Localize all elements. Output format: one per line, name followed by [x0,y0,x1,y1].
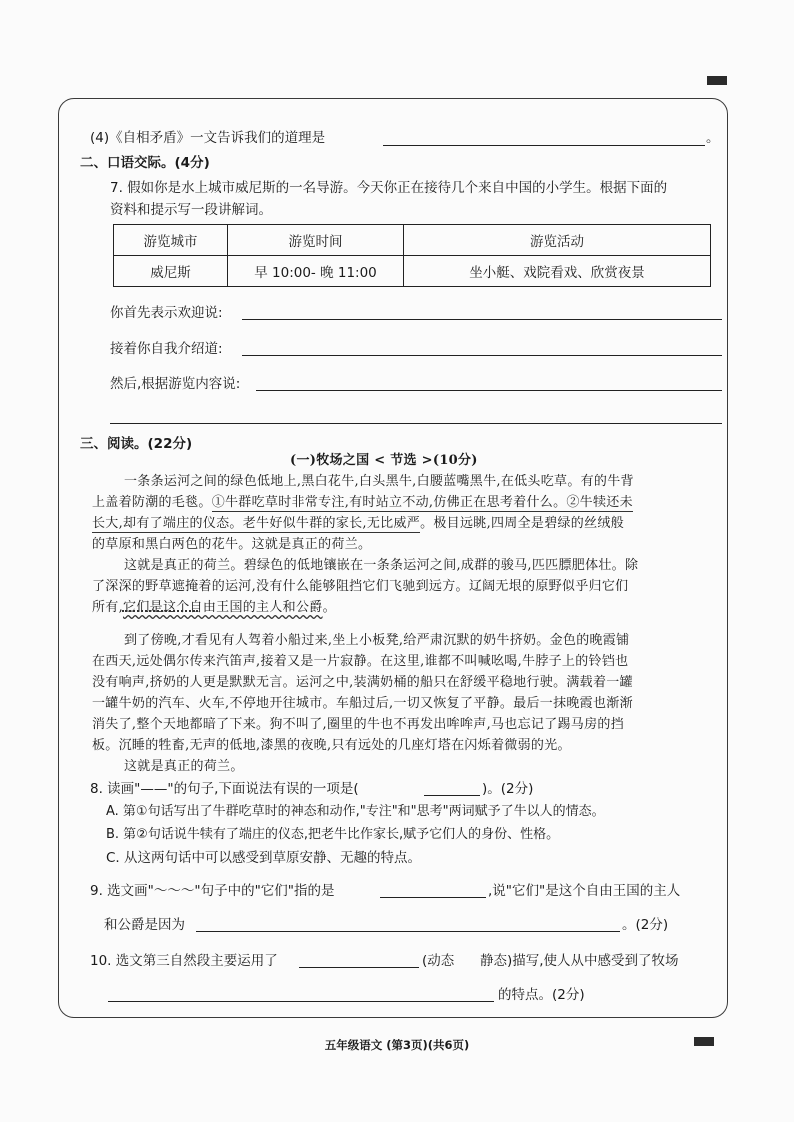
passage-p1-text: 上盖着防潮的毛毯。 [92,495,212,510]
passage-p1-line2 [92,494,633,512]
question-7-line2: 资料和提示写一段讲解词。 [110,202,272,218]
passage-p1-line4: 的草原和黑白两色的花牛。这就是真正的荷兰。 [92,537,372,552]
omission-dots [122,610,198,612]
table-header-row [114,225,711,256]
registration-mark [707,76,727,85]
passage-title: (一)牧场之国 < 节选 >(10分) [290,453,478,468]
prompt-introduce: 接着你自我介绍道: [110,341,223,357]
prompt-welcome: 你首先表示欢迎说: [110,305,223,321]
underlined-sentence-2-end: 长大,却有了端庄的仪态。老牛好似牛群的家长,无比威严 [92,516,421,531]
answer-line-introduce[interactable] [242,355,722,356]
passage-p3-line3: 没有响声,挤奶的人更是默默无言。运河之中,装满奶桶的船只在舒缓平稳地行驶。满载着一罐 [92,675,633,690]
question-10-part1: 10. 选文第三自然段主要运用了 [90,953,278,969]
question-4-text: (4)《自相矛盾》一文告诉我们的道理是 [90,130,326,146]
answer-line-q9-b[interactable] [196,931,620,932]
option-a: A. 第①句话写出了牛群吃草时的神态和动作,"专注"和"思考"两词赋予了牛以人的情态。 [106,804,605,819]
answer-line-content-2[interactable] [110,423,722,424]
section-3-heading: 三、阅读。(22分) [80,436,193,452]
option-b: B. 第②句话说牛犊有了端庄的仪态,把老牛比作家长,赋予它们人的身份、性格。 [106,827,560,842]
page-footer: 五年级语文 (第3页)(共6页) [324,1038,470,1052]
passage-p1-text: 。极目远眺,四周全是碧绿的丝绒般 [420,516,625,531]
answer-blank-q8[interactable] [424,795,480,796]
passage-p1-line1: 一条条运河之间的绿色低地上,黑白花牛,白头黑牛,白腰蓝嘴黑牛,在低头吃草。有的牛背 [124,474,634,489]
question-8-stem: 8. 读画"——"的句子,下面说法有误的一项是( [90,781,359,797]
question-10-part4: 的特点。(2分) [498,987,585,1003]
question-10-option-dynamic: (动态 [422,953,455,969]
answer-line-q9-a[interactable] [380,897,486,898]
passage-p2-line3 [92,599,336,617]
table-cell: 坐小艇、戏院看戏、欣赏夜景 [404,256,711,287]
passage-p3-line7: 这就是真正的荷兰。 [124,759,244,774]
passage-p2-line1: 这就是真正的荷兰。碧绿色的低地镶嵌在一条条运河之间,成群的骏马,匹匹膘肥体壮。除 [124,558,639,573]
table-cell: 早 10:00- 晚 11:00 [228,256,404,287]
passage-p3-line2: 在西天,远处偶尔传来汽笛声,接着又是一片寂静。在这里,谁都不叫喊吆喝,牛脖子上的铃铛也 [92,654,629,669]
question-7-line1: 7. 假如你是水上城市威尼斯的一名导游。今天你正在接待几个来自中国的小学生。根据下面的 [110,180,668,196]
table-header-cell: 游览城市 [114,225,228,256]
question-9-part2: ,说"它们"是这个自由王国的主人 [488,883,681,899]
passage-p3-line1: 到了傍晚,才看见有人驾着小船过来,坐上小板凳,给严肃沉默的奶牛挤奶。金色的晚霞铺 [124,633,630,648]
prompt-content: 然后,根据游览内容说: [110,376,241,392]
underlined-sentence-1: ①牛群吃草时非常专注,有时站立不动,仿佛正在思考着什么。 [211,495,567,510]
question-9-part3: 和公爵是因为 [104,917,185,933]
answer-line-content[interactable] [256,390,722,391]
passage-p1-line3 [92,515,624,533]
table-header-cell: 游览活动 [404,225,711,256]
passage-p3-line6: 板。沉睡的牲畜,无声的低地,漆黑的夜晚,只有远处的几座灯塔在闪烁着微弱的光。 [92,738,571,753]
answer-line-q4[interactable] [383,145,705,146]
question-4-end: 。 [706,130,720,146]
passage-p2-text: 。 [322,600,336,615]
passage-p2-line2: 了深深的野草遮掩着的运河,没有什么能够阻挡它们飞驰到远方。辽阔无垠的原野似乎归它们 [92,579,629,594]
table-cell: 威尼斯 [114,256,228,287]
wavy-underlined-sentence: 它们是这个自由王国的主人和公爵 [123,600,323,615]
passage-p3-line4: 一罐牛奶的汽车、火车,不停地开往城市。车船过后,一切又恢复了平静。最后一抹晚霞也渐渐 [92,696,633,711]
table-row [114,256,711,287]
question-9-part1: 9. 选文画"～～～"句子中的"它们"指的是 [90,883,335,899]
question-9-part4: 。(2分) [622,917,669,933]
section-2-heading: 二、口语交际。(4分) [80,155,210,171]
registration-mark [694,1037,714,1046]
passage-p2-text: 所有, [92,600,124,615]
underlined-sentence-2-start: ②牛犊还未 [566,495,633,510]
question-8-stem-end: )。(2分) [482,781,534,797]
answer-line-q10-b[interactable] [108,1001,494,1002]
answer-line-q10-a[interactable] [299,967,419,968]
tour-info-table [113,224,711,287]
answer-line-welcome[interactable] [242,319,722,320]
passage-p3-line5: 消失了,整个天地都暗了下来。狗不叫了,圈里的牛也不再发出哞哞声,马也忘记了踢马房的挡 [92,717,624,732]
table-header-cell: 游览时间 [228,225,404,256]
option-c: C. 从这两句话中可以感受到草原安静、无趣的特点。 [106,850,422,866]
question-10-part3: 静态)描写,使人从中感受到了牧场 [480,953,679,969]
